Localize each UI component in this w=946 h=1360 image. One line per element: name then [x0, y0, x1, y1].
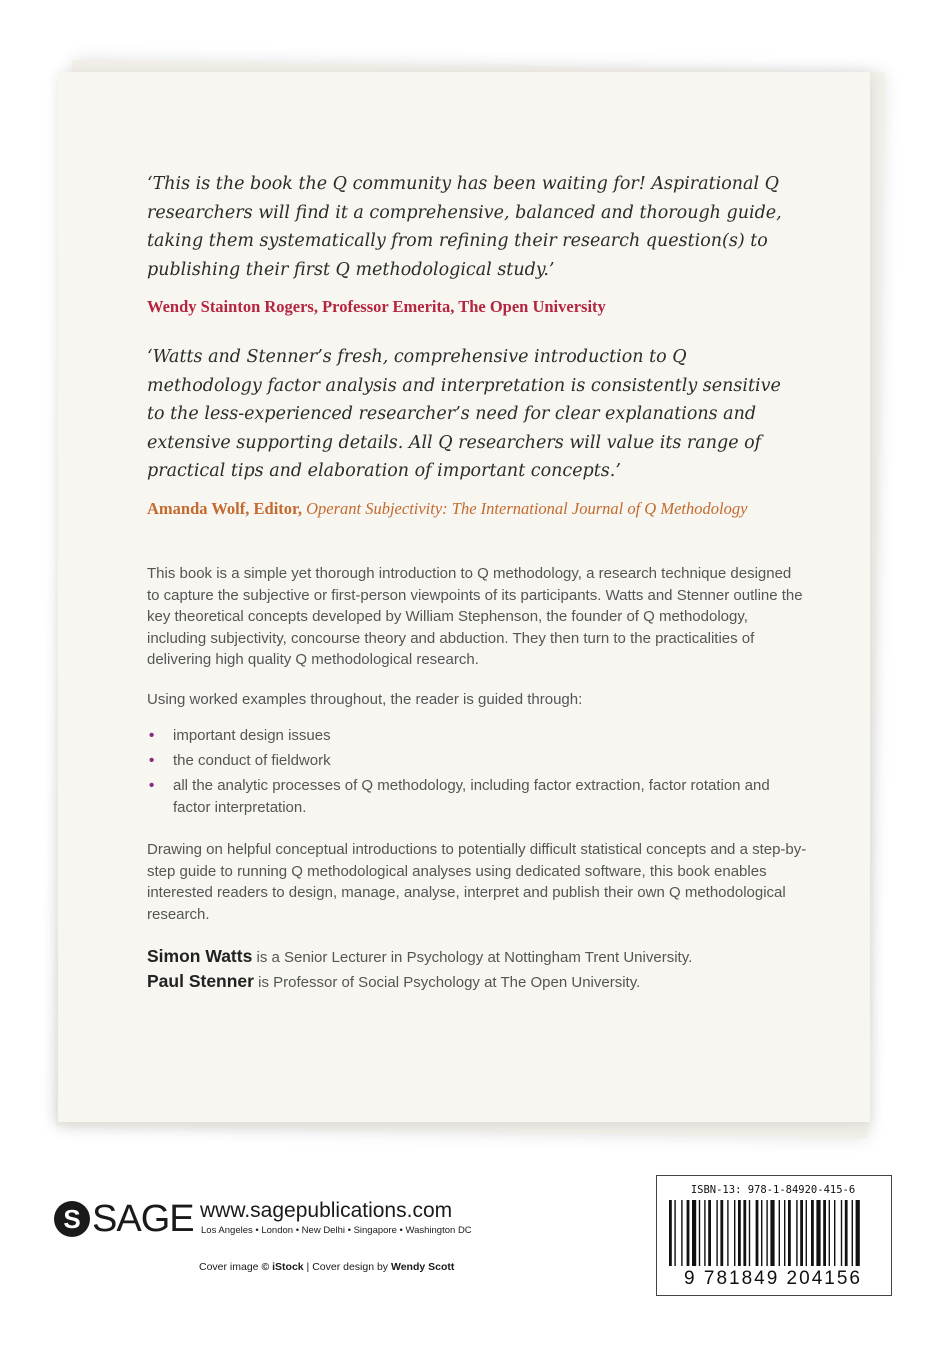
barcode-panel	[656, 1175, 892, 1296]
barcode-icon	[669, 1200, 879, 1266]
endorsement-attribution-2	[147, 499, 847, 519]
list-item: • all the analytic processes of Q methodology, including factor extraction, factor rotation and factor interpretation.	[149, 777, 770, 816]
bullet-list	[147, 725, 787, 822]
author-name: Paul Stenner	[147, 971, 254, 991]
endorsement-quote-2: ‘Watts and Stenner’s fresh, comprehensive introduction to Q methodology factor analysis and interpretation is consistently sensitive to the less-experienced researcher’s need for clear explanations and extensive supporting details. All Q researchers will value its range of practical tips and elaboration of important concepts.’	[147, 347, 781, 481]
description-paragraph-2: Using worked examples throughout, the reader is guided through:	[147, 691, 583, 708]
list-item: • important design issues	[147, 725, 787, 747]
description-paragraph-3: Drawing on helpful conceptual introductions to potentially difficult statistical concepts and a step-by-step guide to running Q methodological analyses using dedicated software, this book enables interested readers to design, manage, analyse, interpret and publish their own Q methodological research.	[147, 841, 807, 923]
endorsement-quote-1: ‘This is the book the Q community has been waiting for! Aspirational Q researchers will find it a comprehensive, balanced and thorough guide, taking them systematically from refining their research question(s) to publishing their first Q methodological study.’	[147, 174, 782, 280]
author-bio-1	[147, 946, 847, 967]
publisher-cities: Los Angeles • London • New Delhi • Singapore • Washington DC	[201, 1225, 472, 1236]
attribution-journal: Operant Subjectivity: The International Journal of Q Methodology	[306, 499, 748, 518]
author-bio-2	[147, 971, 847, 992]
isbn-digits: 9 781849 204156	[684, 1268, 862, 1289]
description-paragraph-1: This book is a simple yet thorough introduction to Q methodology, a research technique designed to capture the subjective or first-person viewpoints of its participants. Watts and Stenner outline the key theoretical concepts developed by William Stephenson, the founder of Q methodology, including subjectivity, concourse theory and abduction. They then turn to the practicalities of delivering high quality Q methodological research.	[147, 565, 803, 669]
bullet-icon: •	[149, 752, 155, 769]
sage-logo-icon: S	[54, 1201, 90, 1237]
list-item: • the conduct of fieldwork	[147, 750, 787, 772]
attribution-name: Amanda Wolf, Editor,	[147, 499, 302, 518]
bullet-icon: •	[149, 727, 155, 744]
author-name: Simon Watts	[147, 946, 253, 966]
publisher-url[interactable]: www.sagepublications.com	[200, 1199, 453, 1222]
endorsement-attribution-1: Wendy Stainton Rogers, Professor Emerita, The Open University	[147, 297, 606, 316]
author-bio-text: is a Senior Lecturer in Psychology at Nottingham Trent University.	[252, 949, 693, 966]
bullet-icon: •	[149, 777, 155, 794]
isbn-label: ISBN-13: 978-1-84920-415-6	[690, 1184, 856, 1196]
sage-wordmark: SAGE	[92, 1197, 194, 1240]
cover-credits: Cover image © iStock | Cover design by Wendy Scott	[199, 1261, 455, 1273]
author-bio-text: is Professor of Social Psychology at The Open University.	[253, 974, 641, 991]
sage-logo	[54, 1196, 194, 1242]
